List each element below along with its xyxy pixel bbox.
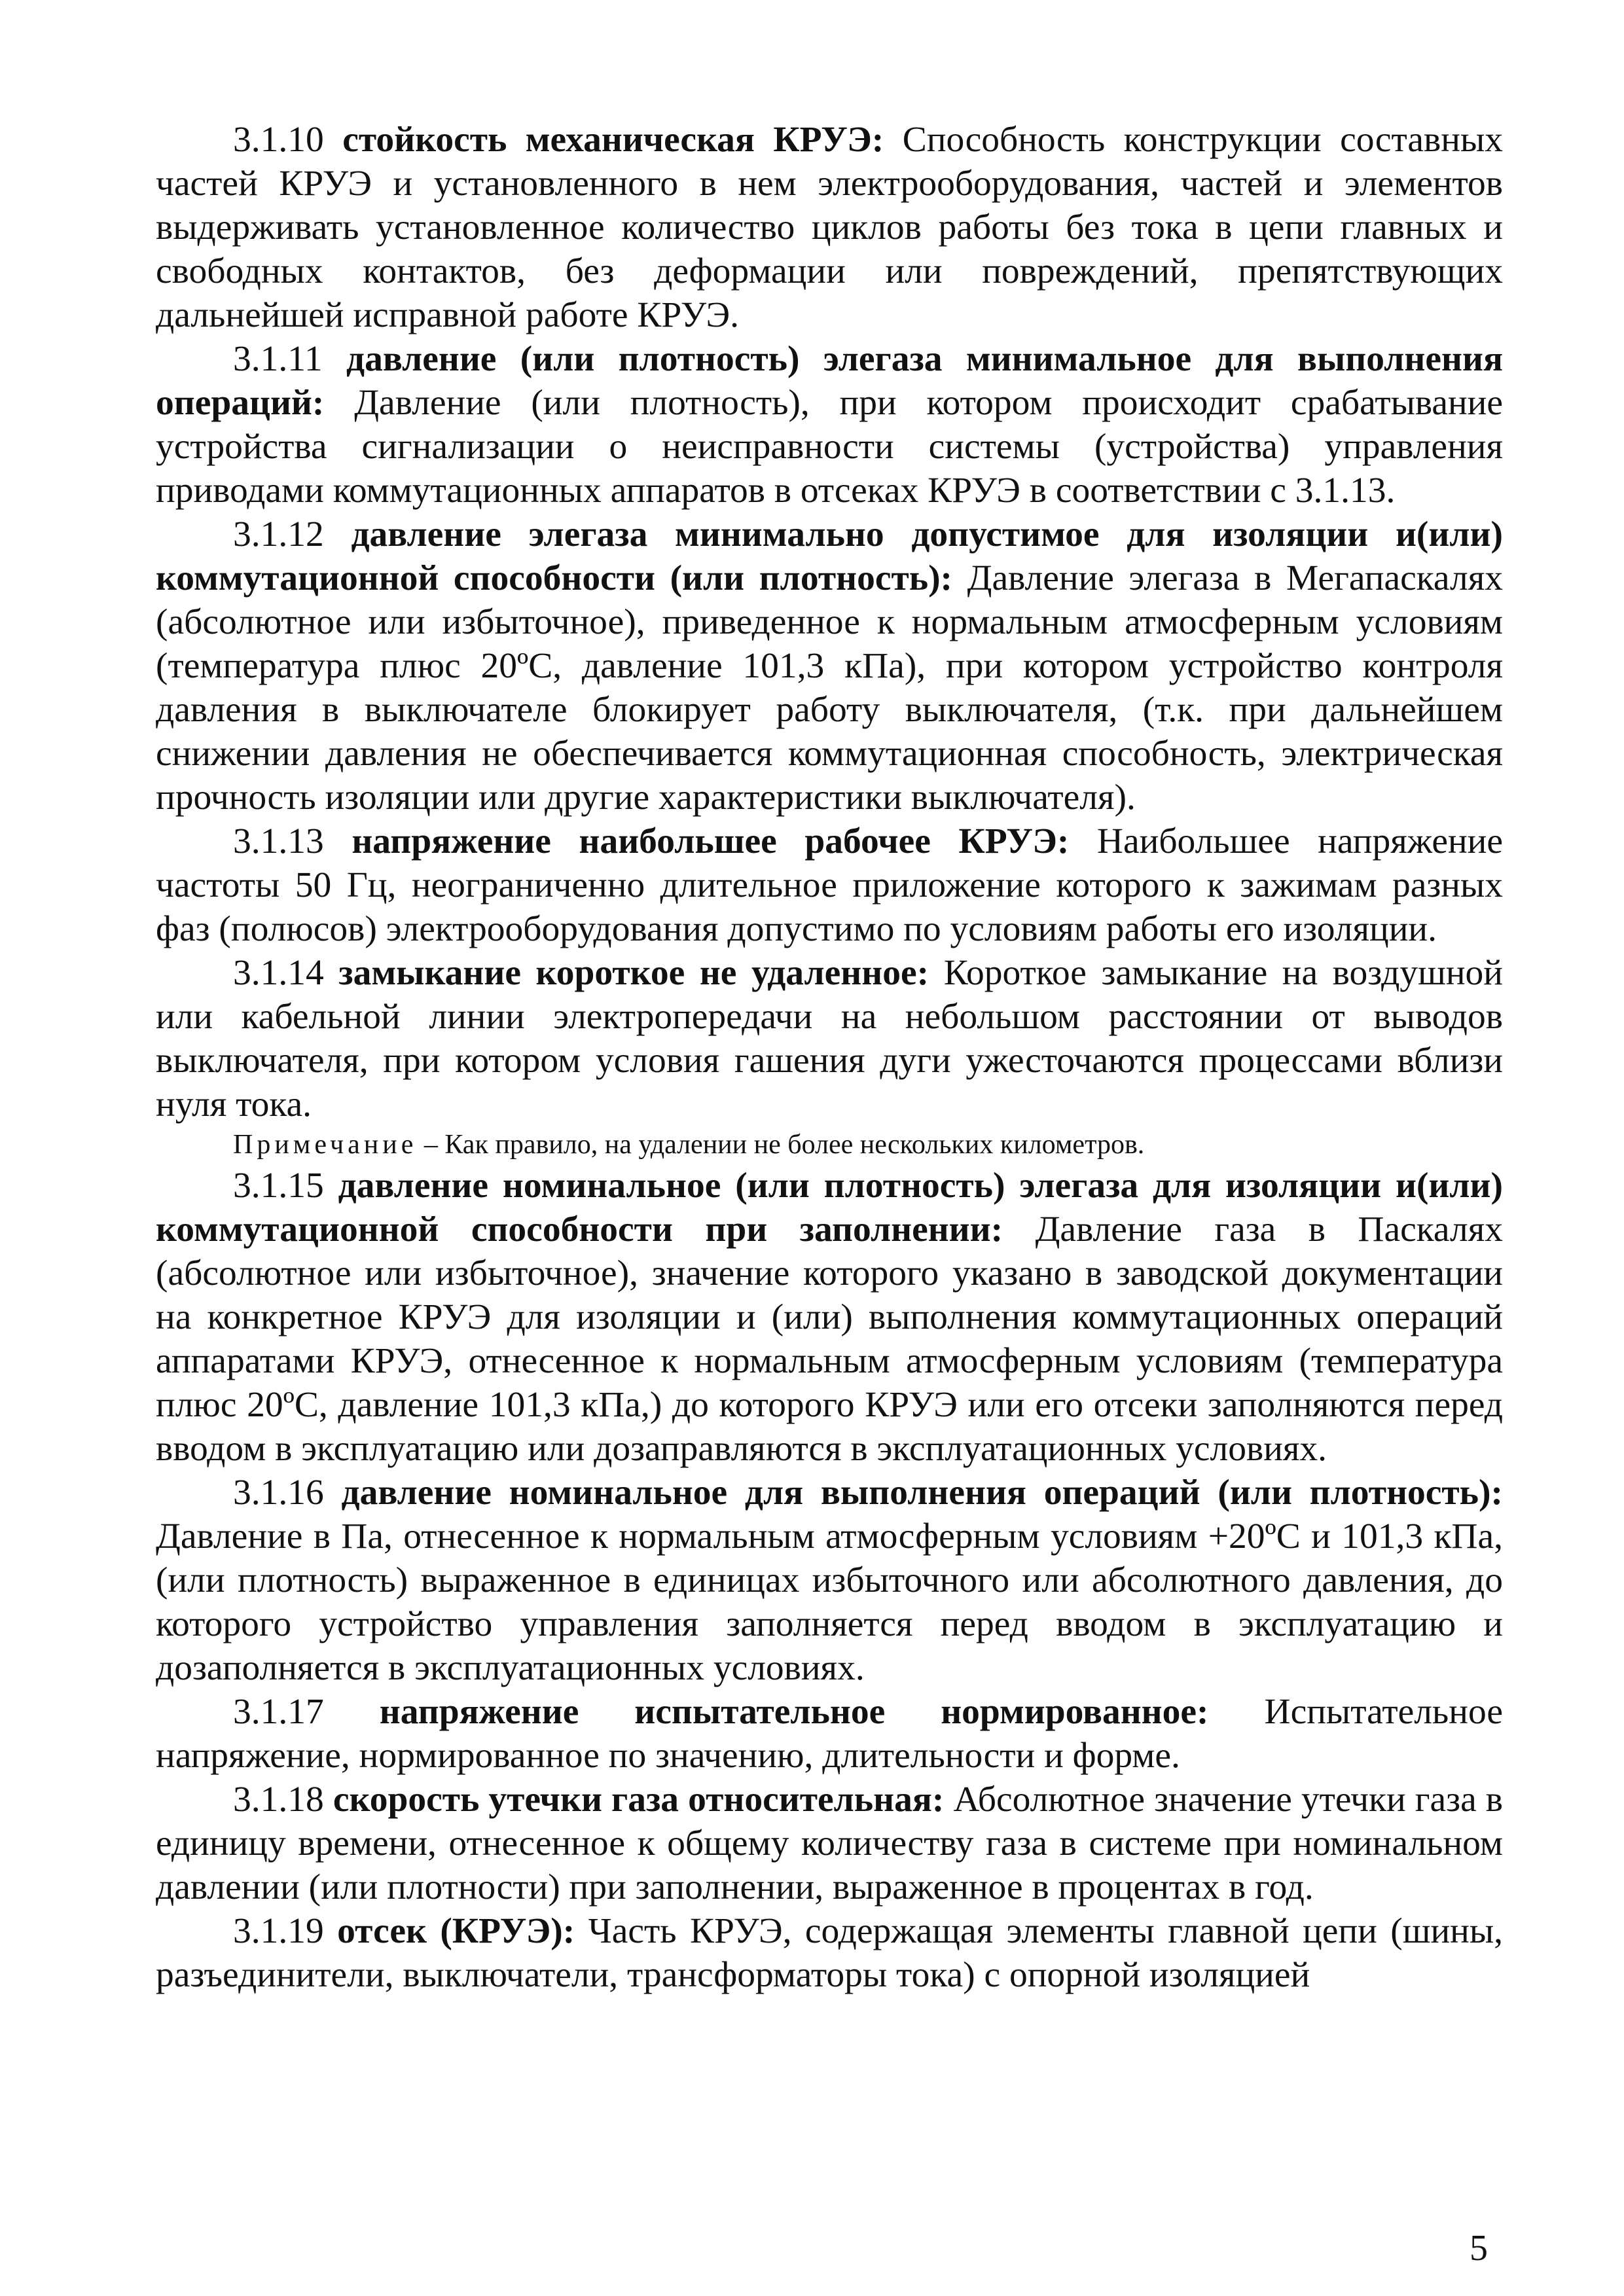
definition-text: Абсолютное значение утечки газа в единицу времени, отнесенное к общему количеству газа в системе при номинальном давлении (или плотности) при заполнении, выраженное в процентах в год.	[156, 1780, 1503, 1907]
definition-3-1-17	[156, 1690, 1503, 1778]
definition-number: 3.1.11	[233, 339, 323, 379]
definition-number: 3.1.16	[233, 1473, 324, 1513]
definition-number: 3.1.19	[233, 1911, 324, 1951]
definition-number: 3.1.17	[233, 1692, 324, 1732]
definition-3-1-16	[156, 1471, 1503, 1690]
page-number: 5	[1470, 2228, 1488, 2269]
definition-number: 3.1.15	[233, 1166, 324, 1206]
definition-3-1-15	[156, 1164, 1503, 1471]
definition-term: скорость утечки газа относительная:	[333, 1780, 945, 1820]
definition-3-1-14	[156, 951, 1503, 1126]
definition-text: Давление элегаза в Мегапаскалях (абсолютное или избыточное), приведенное к нормальным атмосферным условиям (температура плюс 20ºС, давление 101,3 кПа), при котором устройство контроля давления в выключателе блокирует работу выключателя, (т.к. при дальнейшем снижении давления не обеспечивается коммутационная способность, электрическая прочность изоляции или другие характеристики выключателя).	[156, 558, 1503, 817]
definition-term: стойкость механическая КРУЭ:	[342, 120, 884, 160]
definition-3-1-19	[156, 1909, 1503, 1997]
definition-term: замыкание короткое не удаленное:	[338, 953, 929, 993]
note	[156, 1126, 1503, 1164]
definition-text: Короткое замыкание на воздушной или кабельной линии электропередачи на небольшом расстоянии от выводов выключателя, при котором условия гашения дуги ужесточаются процессами вблизи нуля тока.	[156, 953, 1504, 1124]
definition-number: 3.1.10	[233, 120, 324, 160]
definition-text: Испытательное напряжение, нормированное по значению, длительности и форме.	[156, 1692, 1504, 1776]
definition-text: Давление газа в Паскалях (абсолютное или избыточное), значение которого указано в заводской документации на конкретное КРУЭ для изоляции и (или) выполнения коммутационных операций аппаратами КРУЭ, отнесенное к нормальным атмосферным условиям (температура плюс 20ºС, давление 101,3 кПа,) до которого КРУЭ или его отсеки заполняются перед вводом в эксплуатацию или дозаправляются в эксплуатационных условиях.	[156, 1210, 1503, 1469]
definition-text: Часть КРУЭ, содержащая элементы главной цепи (шины, разъединители, выключатели, трансформаторы тока) с опорной изоляцией	[156, 1911, 1504, 1995]
definition-3-1-10	[156, 118, 1503, 337]
definition-term: давление номинальное (или плотность) элегаза для изоляции и(или) коммутационной способности при заполнении:	[156, 1166, 1504, 1249]
definition-term: давление (или плотность) элегаза минимальное для выполнения операций:	[156, 339, 1503, 423]
definition-3-1-13	[156, 819, 1503, 951]
definition-text: Давление (или плотность), при котором происходит срабатывание устройства сигнализации о неисправности системы (устройства) управления приводами коммутационных аппаратов в отсеках КРУЭ в соответствии с 3.1.13.	[156, 383, 1504, 511]
definition-term: напряжение наибольшее рабочее КРУЭ:	[352, 821, 1070, 861]
definition-number: 3.1.12	[233, 514, 324, 554]
definition-number: 3.1.14	[233, 953, 324, 993]
definition-term: отсек (КРУЭ):	[337, 1911, 575, 1951]
definition-text: Давление в Па, отнесенное к нормальным атмосферным условиям +20ºС и 101,3 кПа, (или плотность) выраженное в единицах избыточного или абсолютного давления, до которого устройство управления заполняется перед вводом в эксплуатацию и дозаполняется в эксплуатационных условиях.	[156, 1516, 1503, 1688]
definition-3-1-18	[156, 1778, 1503, 1909]
definition-text: Способность конструкции составных частей КРУЭ и установленного в нем электрооборудования, частей и элементов выдерживать установленное количество циклов работы без тока в цепи главных и свободных контактов, без деформации или повреждений, препятствующих дальнейшей исправной работе КРУЭ.	[156, 120, 1503, 335]
definition-number: 3.1.18	[233, 1780, 324, 1820]
definition-term: давление элегаза минимально допустимое для изоляции и(или) коммутационной способности (или плотность):	[156, 514, 1503, 598]
definition-term: напряжение испытательное нормированное:	[379, 1692, 1209, 1732]
definition-number: 3.1.13	[233, 821, 324, 861]
definition-3-1-12	[156, 512, 1503, 819]
document-body	[156, 118, 1503, 1997]
note-label: Примечание	[233, 1130, 418, 1160]
note-text: – Как правило, на удалении не более нескольких километров.	[424, 1130, 1145, 1160]
definition-3-1-11	[156, 337, 1503, 512]
definition-term: давление номинальное для выполнения операций (или плотность):	[341, 1473, 1503, 1513]
definition-text: Наибольшее напряжение частоты 50 Гц, неограниченно длительное приложение которого к зажимам разных фаз (полюсов) электрооборудования допустимо по условиям работы его изоляции.	[156, 821, 1504, 949]
